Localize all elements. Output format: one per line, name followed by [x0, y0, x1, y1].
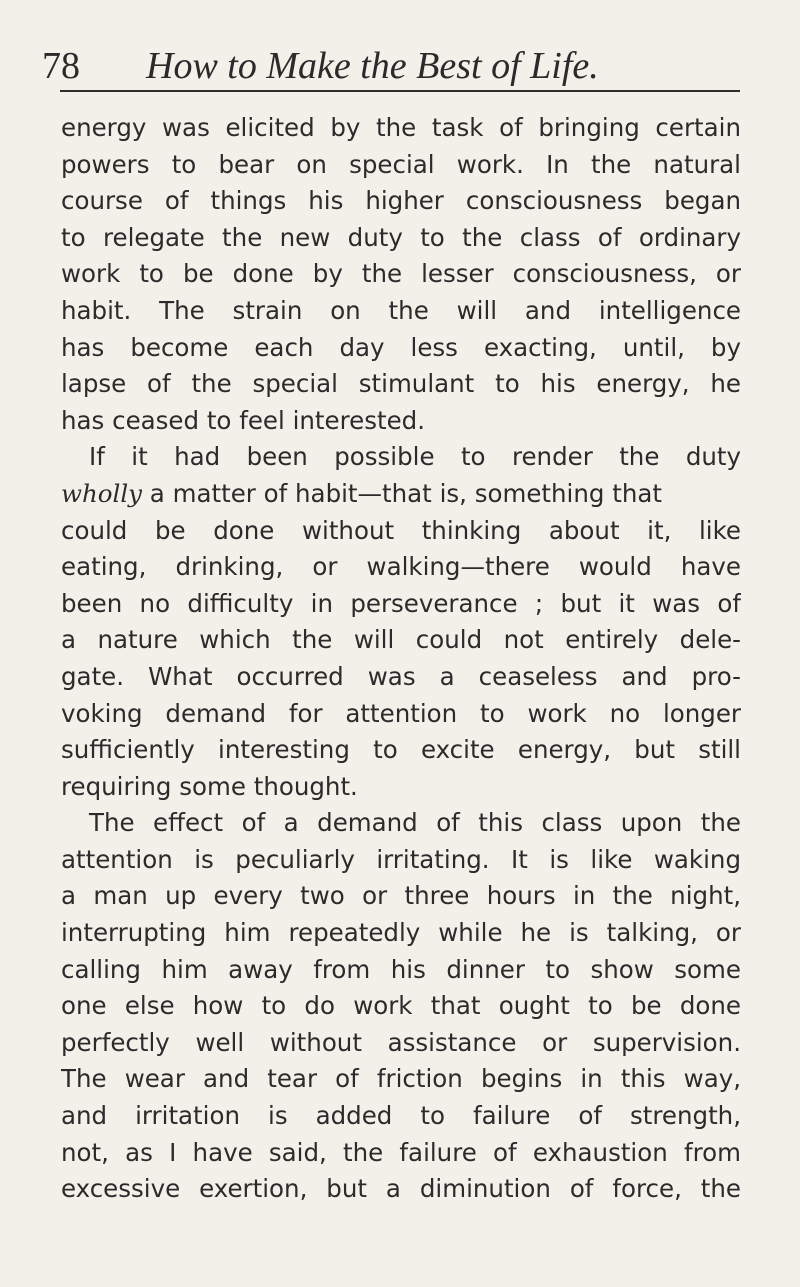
text-line-with-italic — [61, 476, 741, 513]
text-line: has ceased to feel interested. — [61, 405, 425, 435]
text-line: course of things his higher consciousness began — [61, 186, 741, 216]
text-line: work to be done by the lesser consciousness, or — [61, 259, 741, 289]
text-line: The effect of a demand of this class upon the — [89, 808, 741, 838]
text-line: powers to bear on special work. In the natural — [61, 149, 741, 179]
header-rule — [60, 90, 740, 92]
text-line: habit. The strain on the will and intelligence — [61, 295, 741, 325]
text-line: to relegate the new duty to the class of ordinary — [61, 222, 741, 252]
text-line: perfectly well without assistance or supervision. — [61, 1027, 741, 1057]
text-line: If it had been possible to render the duty — [89, 442, 741, 472]
text-line: one else how to do work that ought to be done — [61, 991, 741, 1021]
text-line: calling him away from his dinner to show some — [61, 954, 741, 984]
text-line: not, as I have said, the failure of exhaustion from — [61, 1137, 741, 1167]
text-line: lapse of the special stimulant to his energy, he — [61, 369, 741, 399]
text-line: and irritation is added to failure of strength, — [61, 1101, 741, 1131]
text-line: could be done without thinking about it, like — [61, 515, 741, 545]
page-number: 78 — [42, 45, 80, 87]
running-title: How to Make the Best of Life. — [146, 45, 599, 87]
running-header — [42, 38, 742, 90]
text-line: eating, drinking, or walking—there would have — [61, 552, 741, 582]
text-line: requiring some thought. — [61, 771, 358, 801]
italic-word: wholly — [61, 478, 143, 508]
text-line: sufficiently interesting to excite energy, but still — [61, 735, 741, 765]
text-line: voking demand for attention to work no longer — [61, 698, 741, 728]
text-line: interrupting him repeatedly while he is talking, or — [61, 918, 741, 948]
text-line: been no difficulty in perseverance ; but it was of — [61, 588, 741, 618]
body-text — [61, 110, 741, 1208]
text-line: The wear and tear of friction begins in this way, — [61, 1064, 741, 1094]
text-line: energy was elicited by the task of bringing certain — [61, 113, 741, 142]
text-line: has become each day less exacting, until, by — [61, 332, 741, 362]
text-line: a man up every two or three hours in the night, — [61, 881, 741, 911]
text-run: a matter of habit—that is, something that — [142, 478, 662, 508]
text-line: gate. What occurred was a ceaseless and pro- — [61, 661, 741, 691]
text-line: attention is peculiarly irritating. It is like waking — [61, 844, 741, 874]
text-line: excessive exertion, but a diminution of force, the — [61, 1174, 741, 1204]
text-line: a nature which the will could not entirely dele- — [61, 625, 741, 655]
